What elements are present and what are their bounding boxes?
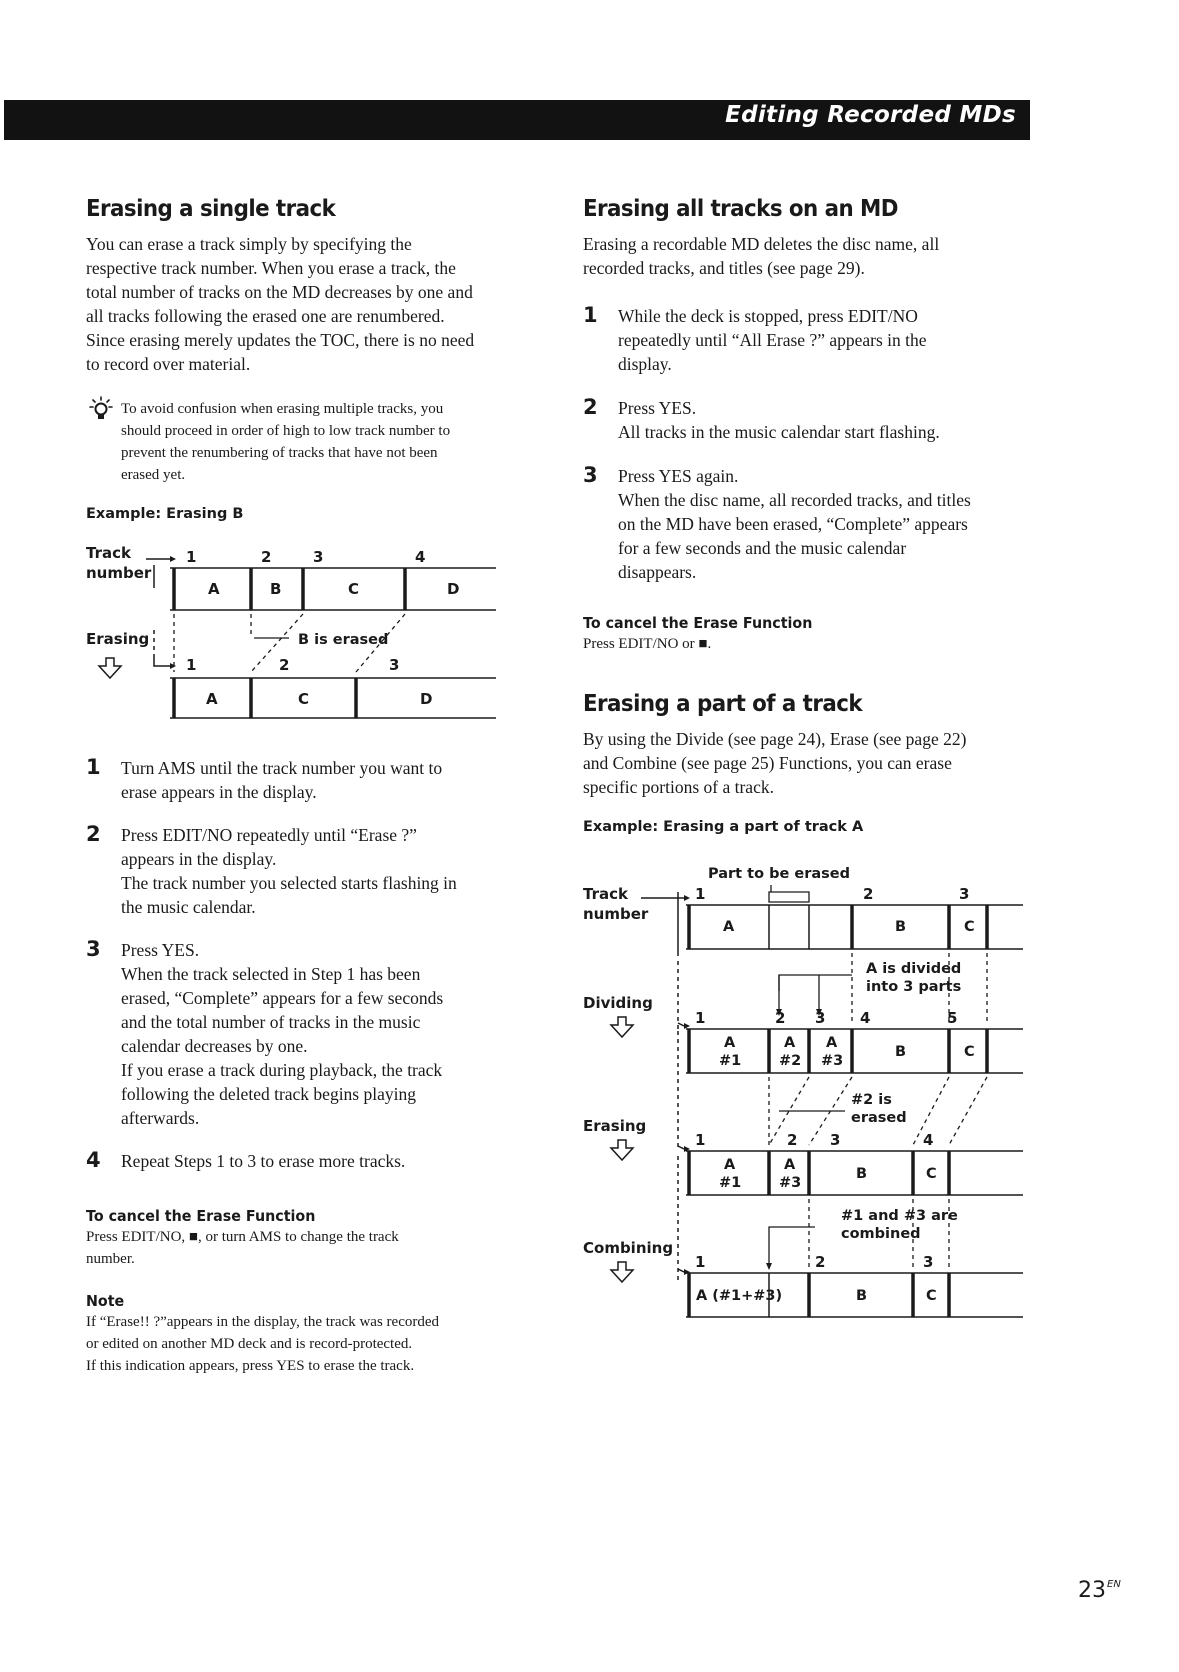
segment-label: B <box>895 1044 907 1060</box>
segment-label: C <box>348 580 360 598</box>
b-erased-note: B is erased <box>298 632 389 648</box>
lightbulb-icon <box>88 396 114 429</box>
segment-label: #1 <box>719 1175 742 1191</box>
erased-note: erased <box>851 1110 907 1126</box>
steps-list <box>86 756 536 1173</box>
track-label: Track <box>86 544 131 562</box>
dividing-label: Dividing <box>583 994 653 1012</box>
segment-label: #3 <box>821 1053 844 1069</box>
segment-label: C <box>298 690 310 708</box>
step-item: 3 Press YES. When the track selected in Step 1 has been erased, “Complete” appears for a few seconds and the total number of tracks in the music calendar decreases by one. If you erase a track during playback, the track following the deleted track begins playing afterwards. <box>86 937 444 1128</box>
step-item: 2 Press EDIT/NO repeatedly until “Erase ?” appears in the display. The track number you selected starts flashing in the music calendar. <box>86 822 457 917</box>
segment-label: B <box>856 1288 868 1304</box>
track-row-after <box>170 678 496 718</box>
erase-b-diagram <box>86 540 526 720</box>
note-heading: Note <box>86 1292 125 1310</box>
number-label: number <box>583 905 649 923</box>
step-item: 3 Press YES again. When the disc name, all recorded tracks, and titles on the MD have been erased, “Complete” appears for a few seconds and the music calendar disappears. <box>583 463 971 582</box>
header-bar <box>4 100 1030 140</box>
erasing-label: Erasing <box>583 1117 647 1135</box>
segment-label: #3 <box>779 1175 802 1191</box>
steps-list <box>583 304 1043 584</box>
segment-label: C <box>964 919 975 935</box>
cancel-text: Press EDIT/NO, ■, or turn AMS to change the track number. <box>86 1229 399 1267</box>
section-heading: Erasing a part of a track <box>583 691 862 717</box>
erased-note: #2 is <box>851 1092 892 1108</box>
page-number: $23^{EN}$ <box>1078 1578 1121 1603</box>
track-number: 3 <box>815 1009 826 1027</box>
example-label: Example: Erasing B <box>86 506 244 522</box>
cancel-heading: To cancel the Erase Function <box>86 1207 316 1225</box>
segment-label: A <box>206 690 218 708</box>
down-arrow-icon <box>611 1262 633 1282</box>
intro-paragraph: You can erase a track simply by specifying the respective track number. When you erase a track, the total number of tracks on the MD decreases by one and all tracks following the erased one are renumbered. Since erasing merely updates the TOC, there is no need to record over material. <box>86 234 475 374</box>
segment-label: B <box>856 1166 868 1182</box>
section-heading: Erasing a single track <box>86 196 336 222</box>
step-item: 1 Turn AMS until the track number you want to erase appears in the display. <box>86 755 443 802</box>
track-number: 1 <box>695 1131 706 1149</box>
track-number: 3 <box>959 885 970 903</box>
example-label: Example: Erasing a part of track A <box>583 819 864 835</box>
segment-label: C <box>926 1166 937 1182</box>
track-number: 2 <box>279 656 290 674</box>
part-to-be-erased-label: Part to be erased <box>708 866 850 882</box>
track-label: Track <box>583 885 628 903</box>
step-item: 4 Repeat Steps 1 to 3 to erase more tracks. <box>86 1148 406 1172</box>
erasing-label: Erasing <box>86 630 150 648</box>
track-number: 2 <box>863 885 874 903</box>
segment-label: A <box>208 580 220 598</box>
track-number: 5 <box>947 1009 958 1027</box>
combined-note: combined <box>841 1226 921 1242</box>
number-label: number <box>86 564 152 582</box>
track-number: 1 <box>186 548 197 566</box>
combining-label: Combining <box>583 1239 674 1257</box>
track-number: 2 <box>261 548 272 566</box>
segment-label: #2 <box>779 1053 802 1069</box>
down-arrow-icon <box>99 658 121 678</box>
track-number: 2 <box>787 1131 798 1149</box>
track-number: 4 <box>923 1131 934 1149</box>
divided-note: A is divided <box>866 961 962 977</box>
segment-label: B <box>895 919 907 935</box>
segment-label: A <box>784 1035 796 1051</box>
track-number: 4 <box>860 1009 871 1027</box>
segment-label: A <box>723 919 735 935</box>
intro-paragraph: Erasing a recordable MD deletes the disc name, all recorded tracks, and titles (see page 29). <box>583 234 940 278</box>
down-arrow-icon <box>611 1017 633 1037</box>
track-number: 1 <box>695 1253 706 1271</box>
track-number: 1 <box>695 1009 706 1027</box>
cancel-text: Press EDIT/NO or ■. <box>583 636 712 652</box>
track-number: 1 <box>695 885 706 903</box>
segment-label: C <box>964 1044 975 1060</box>
segment-label: D <box>447 580 460 598</box>
erasing-all-tracks-section <box>583 196 1043 1331</box>
erasing-single-track-section <box>86 196 536 1377</box>
erase-part-diagram <box>583 861 1023 1331</box>
divided-note: into 3 parts <box>866 979 962 995</box>
track-number: 3 <box>313 548 324 566</box>
track-number: 1 <box>186 656 197 674</box>
tip-note: To avoid confusion when erasing multiple tracks, you should proceed in order of high to low track number to prevent the renumbering of tracks that have not been erased yet. <box>86 398 536 486</box>
intro-paragraph: By using the Divide (see page 24), Erase (see page 22) and Combine (see page 25) Functions, you can erase specific portions of a track. <box>583 729 967 797</box>
section-heading: Erasing all tracks on an MD <box>583 196 898 222</box>
segment-label: A <box>724 1157 736 1173</box>
track-number: 2 <box>815 1253 826 1271</box>
track-number: 3 <box>389 656 400 674</box>
segment-label: A <box>784 1157 796 1173</box>
track-number: 3 <box>923 1253 934 1271</box>
segment-label: C <box>926 1288 937 1304</box>
segment-label: D <box>420 690 433 708</box>
section-title: Editing Recorded MDs <box>725 102 1016 128</box>
note-text: If “Erase!! ?”appears in the display, the track was recorded or edited on another MD deck and is record-protected. If this indication appears, press YES to erase the track. <box>86 1314 440 1374</box>
segment-label: A <box>724 1035 736 1051</box>
segment-label: #1 <box>719 1053 742 1069</box>
track-number: 2 <box>775 1009 786 1027</box>
combined-note: #1 and #3 are <box>841 1208 958 1224</box>
down-arrow-icon <box>611 1140 633 1160</box>
segment-label: B <box>270 580 282 598</box>
cancel-heading: To cancel the Erase Function <box>583 614 813 632</box>
track-number: 3 <box>830 1131 841 1149</box>
segment-label: A <box>826 1035 838 1051</box>
track-number: 4 <box>415 548 426 566</box>
segment-label: A (#1+#3) <box>696 1288 783 1304</box>
step-item: 2 Press YES. All tracks in the music calendar start flashing. <box>583 395 940 442</box>
step-item: 1 While the deck is stopped, press EDIT/NO repeatedly until “All Erase ?” appears in the display. <box>583 303 927 374</box>
